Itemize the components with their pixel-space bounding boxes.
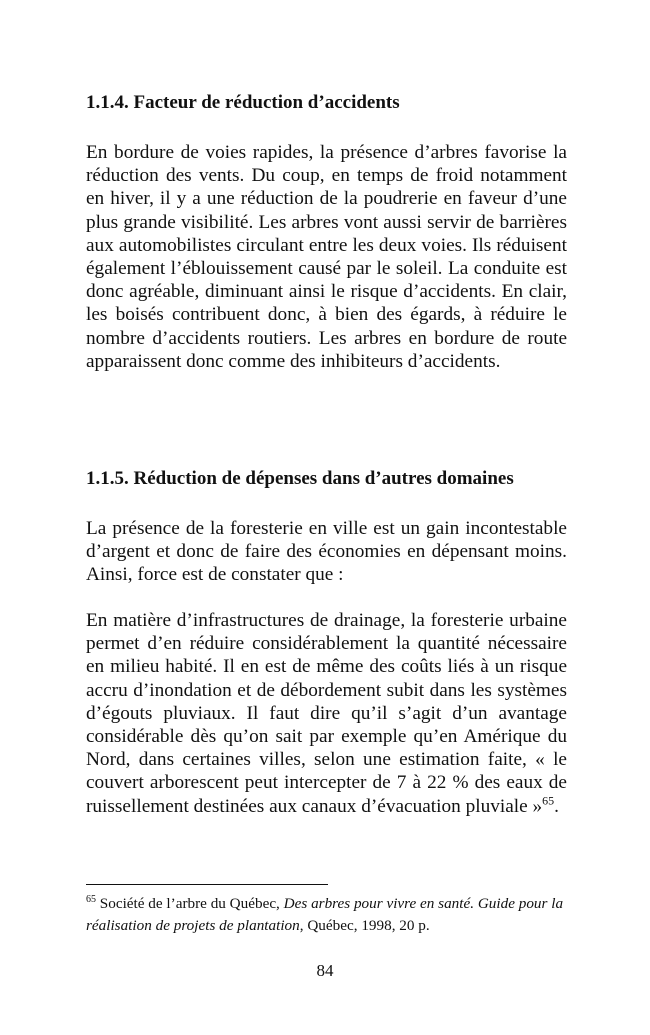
footnote-reference[interactable]: 65 — [542, 793, 555, 808]
footnote-publication: , Québec, 1998, 20 p. — [299, 917, 430, 934]
footnote-author: Société de l’arbre du Québec, — [99, 895, 284, 912]
footnote-number: 65 — [86, 893, 96, 905]
paragraph-intro-savings: La présence de la foresterie en ville est un gain incontestable d’argent et donc de faire des économies en dépensant moins. Ainsi, force est de constater que : — [86, 518, 567, 586]
paragraph-drainage-text: En matière d’infrastructures de drainage, la foresterie urbaine permet d’en réduire considérablement la quantité nécessaire en milieu habité. Il en est de même des coûts liés à un risque accru d’inondation et de débordement subit dans les systèmes d’égouts pluviaux. Il faut dire qu’il s’agit d’un avantage considérable dès qu’on sait par exemple qu’en Amérique du Nord, dans certaines villes, selon une estimation faite, « le couvert arborescent peut intercepter de 7 à 22 % des eaux de ruissellement destinées aux canaux d’évacuation pluviale » — [86, 610, 567, 817]
section-heading-1-1-5: 1.1.5. Réduction de dépenses dans d’autres domaines — [86, 468, 514, 489]
section-heading-1-1-4: 1.1.4. Facteur de réduction d’accidents — [86, 92, 400, 113]
footnote-title: Des arbres pour vivre en santé. Guide pour la réalisation de projets de plantation — [86, 895, 564, 934]
paragraph-drainage: En matière d’infrastructures de drainage, la foresterie urbaine permet d’en réduire considérablement la quantité nécessaire en milieu habité. Il en est de même des coûts liés à un risque accru d’inondation et de débordement subit dans les systèmes d’égouts pluviaux. Il faut dire qu’il s’agit d’un avantage considérable dès qu’on sait par exemple qu’en Amérique du Nord, dans certaines villes, selon une estimation faite, « le couvert arborescent peut intercepter de 7 à 22 % des eaux de ruissellement destinées aux canaux d’évacuation pluviale »$^{65}$. — [86, 610, 567, 817]
paragraph-accidents: En bordure de voies rapides, la présence d’arbres favorise la réduction des vents. Du coup, en temps de froid notamment en hiver, il y a une réduction de la poudrerie en faveur d’une plus grande visibilité. Les arbres vont aussi servir de barrières aux automobilistes circulant entre les deux voies. Ils réduisent également l’éblouissement causé par le soleil. La conduite est donc agréable, diminuant ainsi le risque d’accidents. En clair, les boisés contribuent donc, à bien des égards, à réduire le nombre d’accidents routiers. Les arbres en bordure de route apparaissent donc comme des inhibiteurs d’accidents. — [86, 142, 567, 372]
footnote-separator — [86, 884, 328, 885]
footnote — [86, 893, 569, 937]
page-number: 84 — [316, 961, 334, 980]
